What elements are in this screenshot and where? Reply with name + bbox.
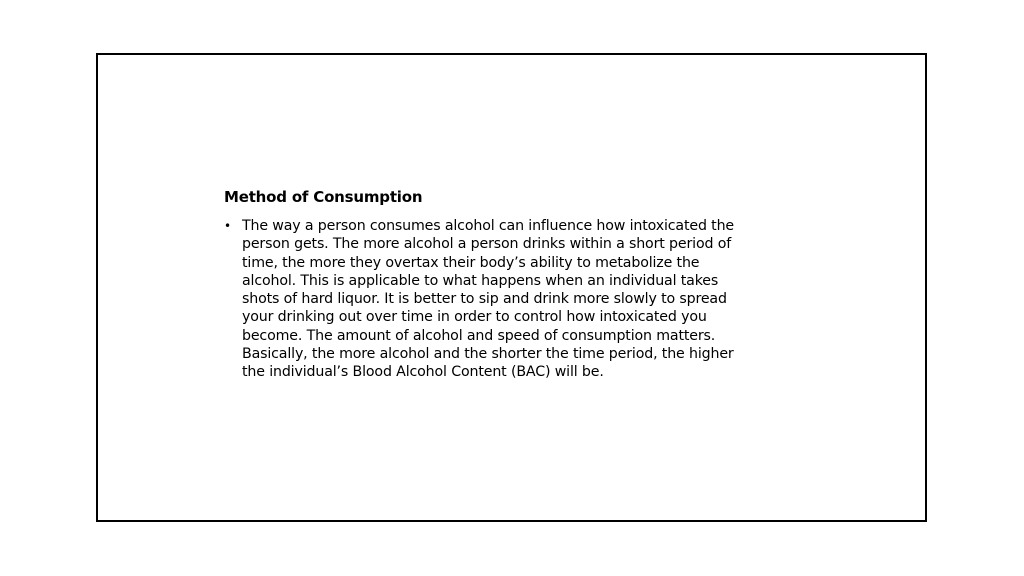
bullet-text-line: person gets. The more alcohol a person drinks within a short period of xyxy=(242,236,732,253)
bullet-text-line: become. The amount of alcohol and speed of consumption matters. xyxy=(242,327,716,344)
bullet-text-line: The way a person consumes alcohol can influence how intoxicated the xyxy=(242,218,735,234)
bullet-marker: • xyxy=(224,219,231,233)
bullet-text-line: the individual’s Blood Alcohol Content (BAC) will be. xyxy=(242,364,604,381)
bullet-text-line: Basically, the more alcohol and the shorter the time period, the higher xyxy=(242,346,734,363)
slide-content xyxy=(224,187,804,382)
slide-heading: Method of Consumption xyxy=(224,188,423,206)
bullet-text-line: shots of hard liquor. It is better to sip and drink more slowly to spread xyxy=(242,291,727,308)
bullet-list xyxy=(224,217,804,382)
bullet-text-line: time, the more they overtax their body’s ability to metabolize the xyxy=(242,254,700,271)
bullet-item xyxy=(224,217,804,382)
bullet-text-line: your drinking out over time in order to control how intoxicated you xyxy=(242,309,707,326)
bullet-text-line: alcohol. This is applicable to what happens when an individual takes xyxy=(242,272,719,289)
